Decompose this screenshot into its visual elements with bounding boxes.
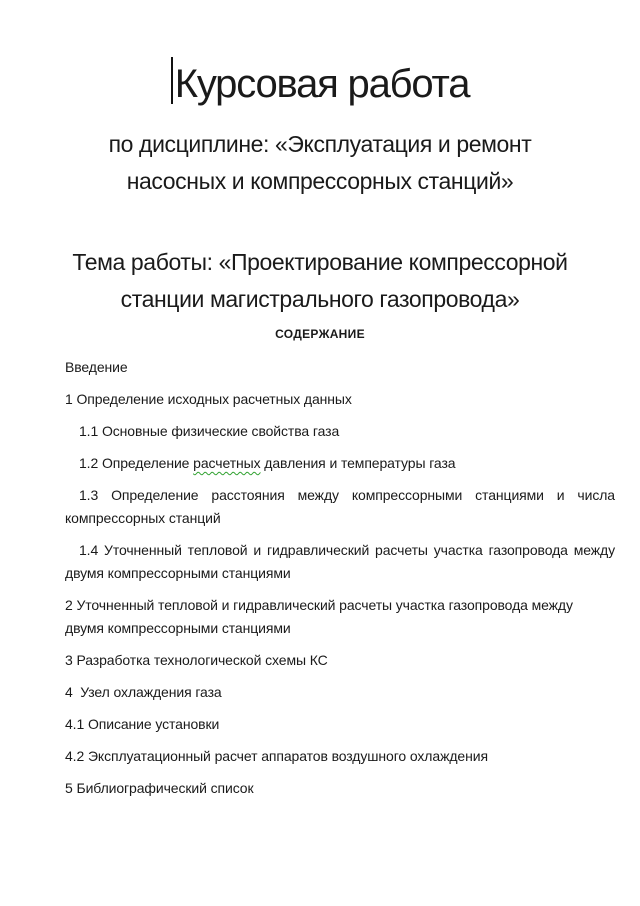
work-theme-line-1: Тема работы: «Проектирование компрессорной bbox=[72, 249, 568, 275]
toc-item-1-4: 1.4 Уточненный тепловой и гидравлический расчеты участка газопровода между двумя компрессорными станциями bbox=[65, 542, 615, 581]
toc-item-4: 4 Узел охлаждения газа bbox=[65, 684, 222, 700]
page-title bbox=[0, 56, 640, 112]
toc-item-1-1: 1.1 Основные физические свойства газа bbox=[79, 423, 340, 439]
text-cursor bbox=[171, 57, 173, 104]
discipline-subtitle-line-2: насосных и компрессорных станций» bbox=[126, 168, 514, 194]
discipline-subtitle bbox=[0, 126, 640, 200]
toc-item-4-2: 4.2 Эксплуатационный расчет аппаратов воздушного охлаждения bbox=[65, 748, 488, 764]
work-theme-line-2: станции магистрального газопровода» bbox=[120, 286, 520, 312]
discipline-subtitle-line-1: по дисциплине: «Эксплуатация и ремонт bbox=[108, 131, 532, 157]
toc-item-1-2-suffix: давления и температуры газа bbox=[260, 455, 456, 471]
toc-item-4-1: 4.1 Описание установки bbox=[65, 716, 220, 732]
grammar-flagged-word: расчетных bbox=[193, 455, 261, 471]
work-theme bbox=[0, 244, 640, 318]
toc-item-5: 5 Библиографический список bbox=[65, 780, 254, 796]
toc-item-1-2 bbox=[65, 452, 615, 475]
table-of-contents bbox=[65, 356, 615, 809]
toc-item-1: 1 Определение исходных расчетных данных bbox=[65, 391, 352, 407]
toc-item-2: 2 Уточненный тепловой и гидравлический расчеты участка газопровода между двумя компрессорными станциями bbox=[65, 597, 573, 636]
toc-item-1-3: 1.3 Определение расстояния между компрессорными станциями и числа компрессорных станций bbox=[65, 487, 615, 526]
contents-heading: СОДЕРЖАНИЕ bbox=[275, 327, 365, 341]
toc-item-1-2-prefix: 1.2 Определение bbox=[79, 455, 194, 471]
toc-item-introduction: Введение bbox=[65, 359, 128, 375]
toc-item-3: 3 Разработка технологической схемы КС bbox=[65, 652, 328, 668]
page-title-text: Курсовая работа bbox=[174, 62, 470, 106]
